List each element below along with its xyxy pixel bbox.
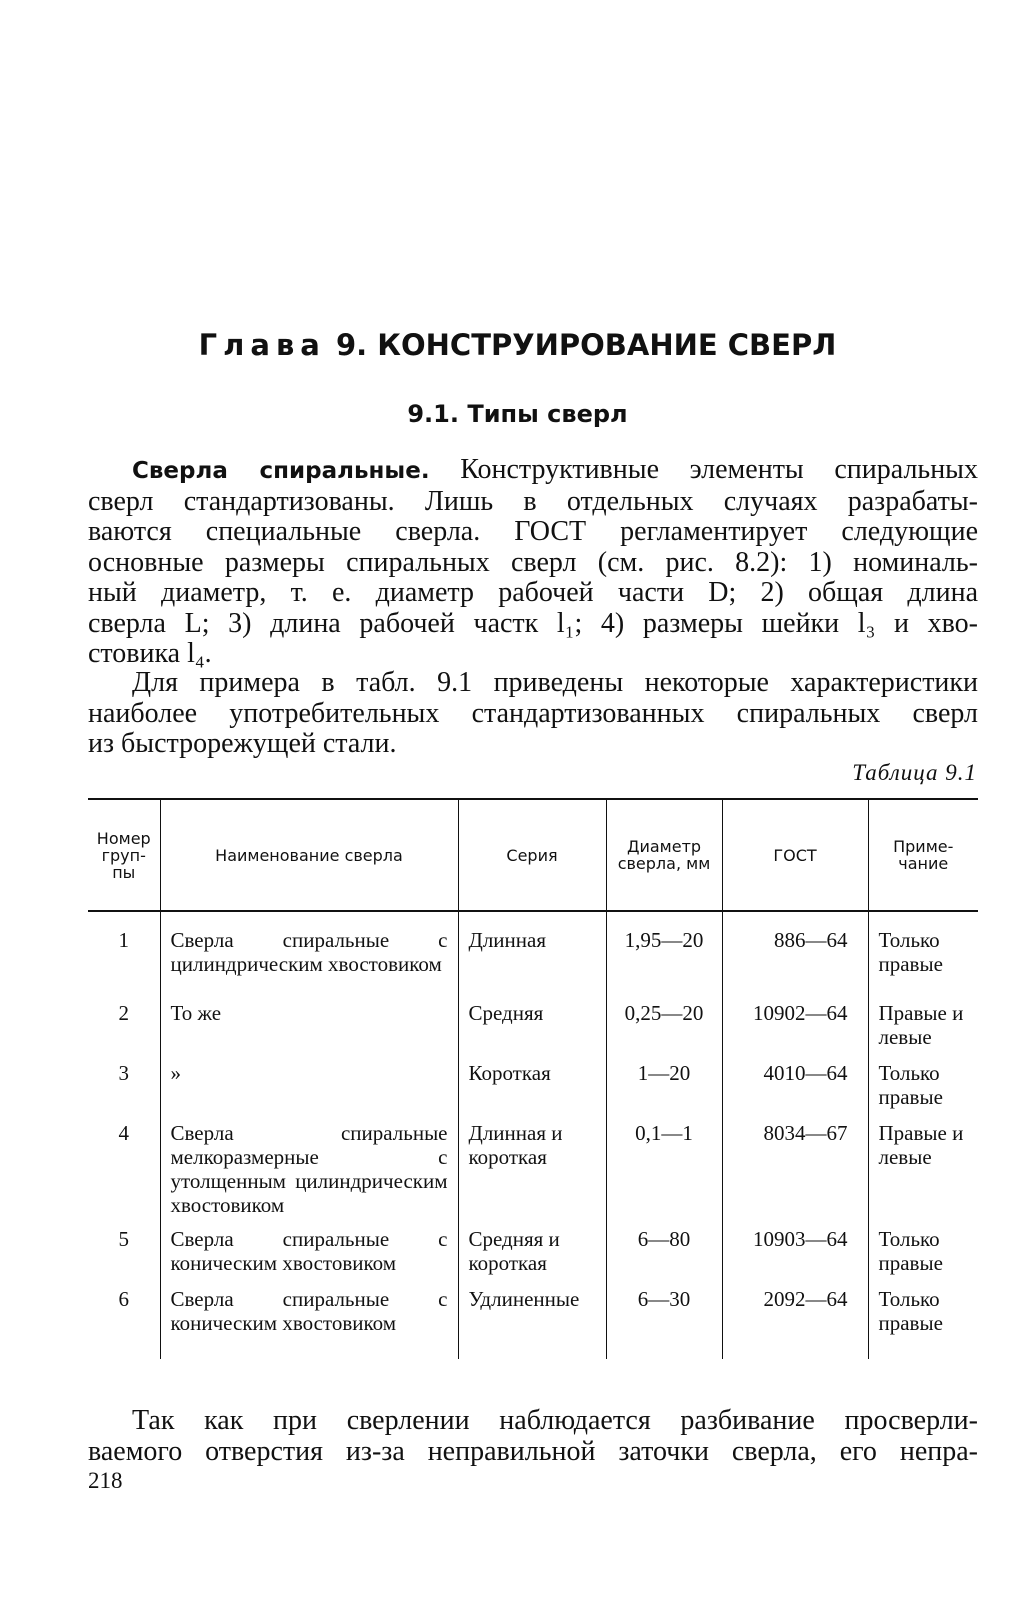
- cell-gost: 10902—64: [722, 997, 868, 1057]
- cell-num: 1: [118, 928, 129, 952]
- cell-name: Сверла спиральные с коническим хвостовиком: [160, 1223, 458, 1283]
- cell-series: Средняя: [458, 997, 606, 1057]
- section-title: 9.1. Типы сверл: [407, 400, 628, 428]
- cell-diameter: 0,25—20: [606, 997, 722, 1057]
- cell-name: Сверла спиральные мелкоразмерные с утолщенным цилиндрическим хвостовиком: [160, 1117, 458, 1223]
- paragraph-table-intro: [88, 668, 978, 760]
- table-row: [88, 1283, 978, 1359]
- text-line: Сверла спиральные. Конструктивные элементы спиральных: [132, 454, 978, 485]
- header-group-number: Номер груп- пы: [88, 799, 160, 911]
- header-drill-name: Наименование сверла: [160, 799, 458, 911]
- cell-series: Длинная: [458, 911, 606, 997]
- cell-num: 4: [118, 1121, 129, 1145]
- header-gost: ГОСТ: [722, 799, 868, 911]
- text-line: стовика l₄.: [88, 638, 212, 669]
- cell-name: »: [160, 1057, 458, 1117]
- cell-gost: 8034—67: [722, 1117, 868, 1223]
- cell-diameter: 6—80: [606, 1223, 722, 1283]
- cell-gost: 2092—64: [722, 1283, 868, 1359]
- cell-diameter: 1—20: [606, 1057, 722, 1117]
- text-line: ный диаметр, т. е. диаметр рабочей части D; 2) общая длина: [88, 577, 978, 608]
- cell-note: Только правые: [868, 1283, 978, 1359]
- chapter-heading: [0, 328, 1035, 362]
- cell-gost: 4010—64: [722, 1057, 868, 1117]
- cell-series: Удлиненные: [458, 1283, 606, 1359]
- cell-name: Сверла спиральные с цилиндрическим хвостовиком: [160, 911, 458, 997]
- table-row: [88, 1117, 978, 1223]
- chapter-title: 9. КОНСТРУИРОВАНИЕ СВЕРЛ: [336, 328, 837, 362]
- cell-num: 2: [118, 1001, 129, 1025]
- page-number: 218: [88, 1468, 123, 1493]
- header-series: Серия: [458, 799, 606, 911]
- cell-series: Короткая: [458, 1057, 606, 1117]
- table-row: [88, 911, 978, 997]
- cell-series: Средняя и короткая: [458, 1223, 606, 1283]
- lead-term: Сверла спиральные.: [132, 458, 430, 484]
- text-line: ваемого отверстия из-за неправильной заточки сверла, его непра-: [88, 1435, 978, 1467]
- table-row: [88, 997, 978, 1057]
- table-caption: Таблица 9.1: [852, 760, 977, 785]
- cell-diameter: 0,1—1: [606, 1117, 722, 1223]
- paragraph-spiral-drills: [88, 455, 978, 670]
- text-line: из быстрорежущей стали.: [88, 728, 397, 759]
- table-header-row: [88, 799, 978, 911]
- drill-types-table: [88, 798, 978, 1359]
- table-row: [88, 1223, 978, 1283]
- cell-series: Длинная и короткая: [458, 1117, 606, 1223]
- cell-note: Только правые: [868, 1223, 978, 1283]
- cell-note: Правые и левые: [868, 1117, 978, 1223]
- cell-note: Только правые: [868, 1057, 978, 1117]
- chapter-prefix: Глава: [198, 328, 326, 362]
- paragraph-following: [88, 1406, 978, 1467]
- header-diameter: Диаметр сверла, мм: [606, 799, 722, 911]
- header-note: Приме- чание: [868, 799, 978, 911]
- cell-num: 3: [118, 1061, 129, 1085]
- cell-note: Правые и левые: [868, 997, 978, 1057]
- cell-name: Сверла спиральные с коническим хвостовиком: [160, 1283, 458, 1359]
- text-line: сверл стандартизованы. Лишь в отдельных случаях разрабаты-: [88, 485, 978, 517]
- cell-gost: 10903—64: [722, 1223, 868, 1283]
- text-line: наиболее употребительных стандартизованных спиральных сверл: [88, 697, 978, 729]
- cell-diameter: 6—30: [606, 1283, 722, 1359]
- cell-name: То же: [160, 997, 458, 1057]
- cell-diameter: 1,95—20: [606, 911, 722, 997]
- text-line: Так как при сверлении наблюдается разбивание просверли-: [132, 1405, 978, 1436]
- cell-gost: 886—64: [722, 911, 868, 997]
- text-line: ваются специальные сверла. ГОСТ регламентирует следующие: [88, 516, 978, 547]
- text-line: Для примера в табл. 9.1 приведены некоторые характеристики: [132, 667, 978, 698]
- text-line: основные размеры спиральных сверл (см. рис. 8.2): 1) номиналь-: [88, 546, 978, 578]
- cell-num: 6: [118, 1287, 129, 1311]
- cell-num: 5: [118, 1227, 129, 1251]
- cell-note: Только правые: [868, 911, 978, 997]
- text-line: сверла L; 3) длина рабочей частк l₁; 4) размеры шейки l₃ и хво-: [88, 607, 978, 639]
- table-row: [88, 1057, 978, 1117]
